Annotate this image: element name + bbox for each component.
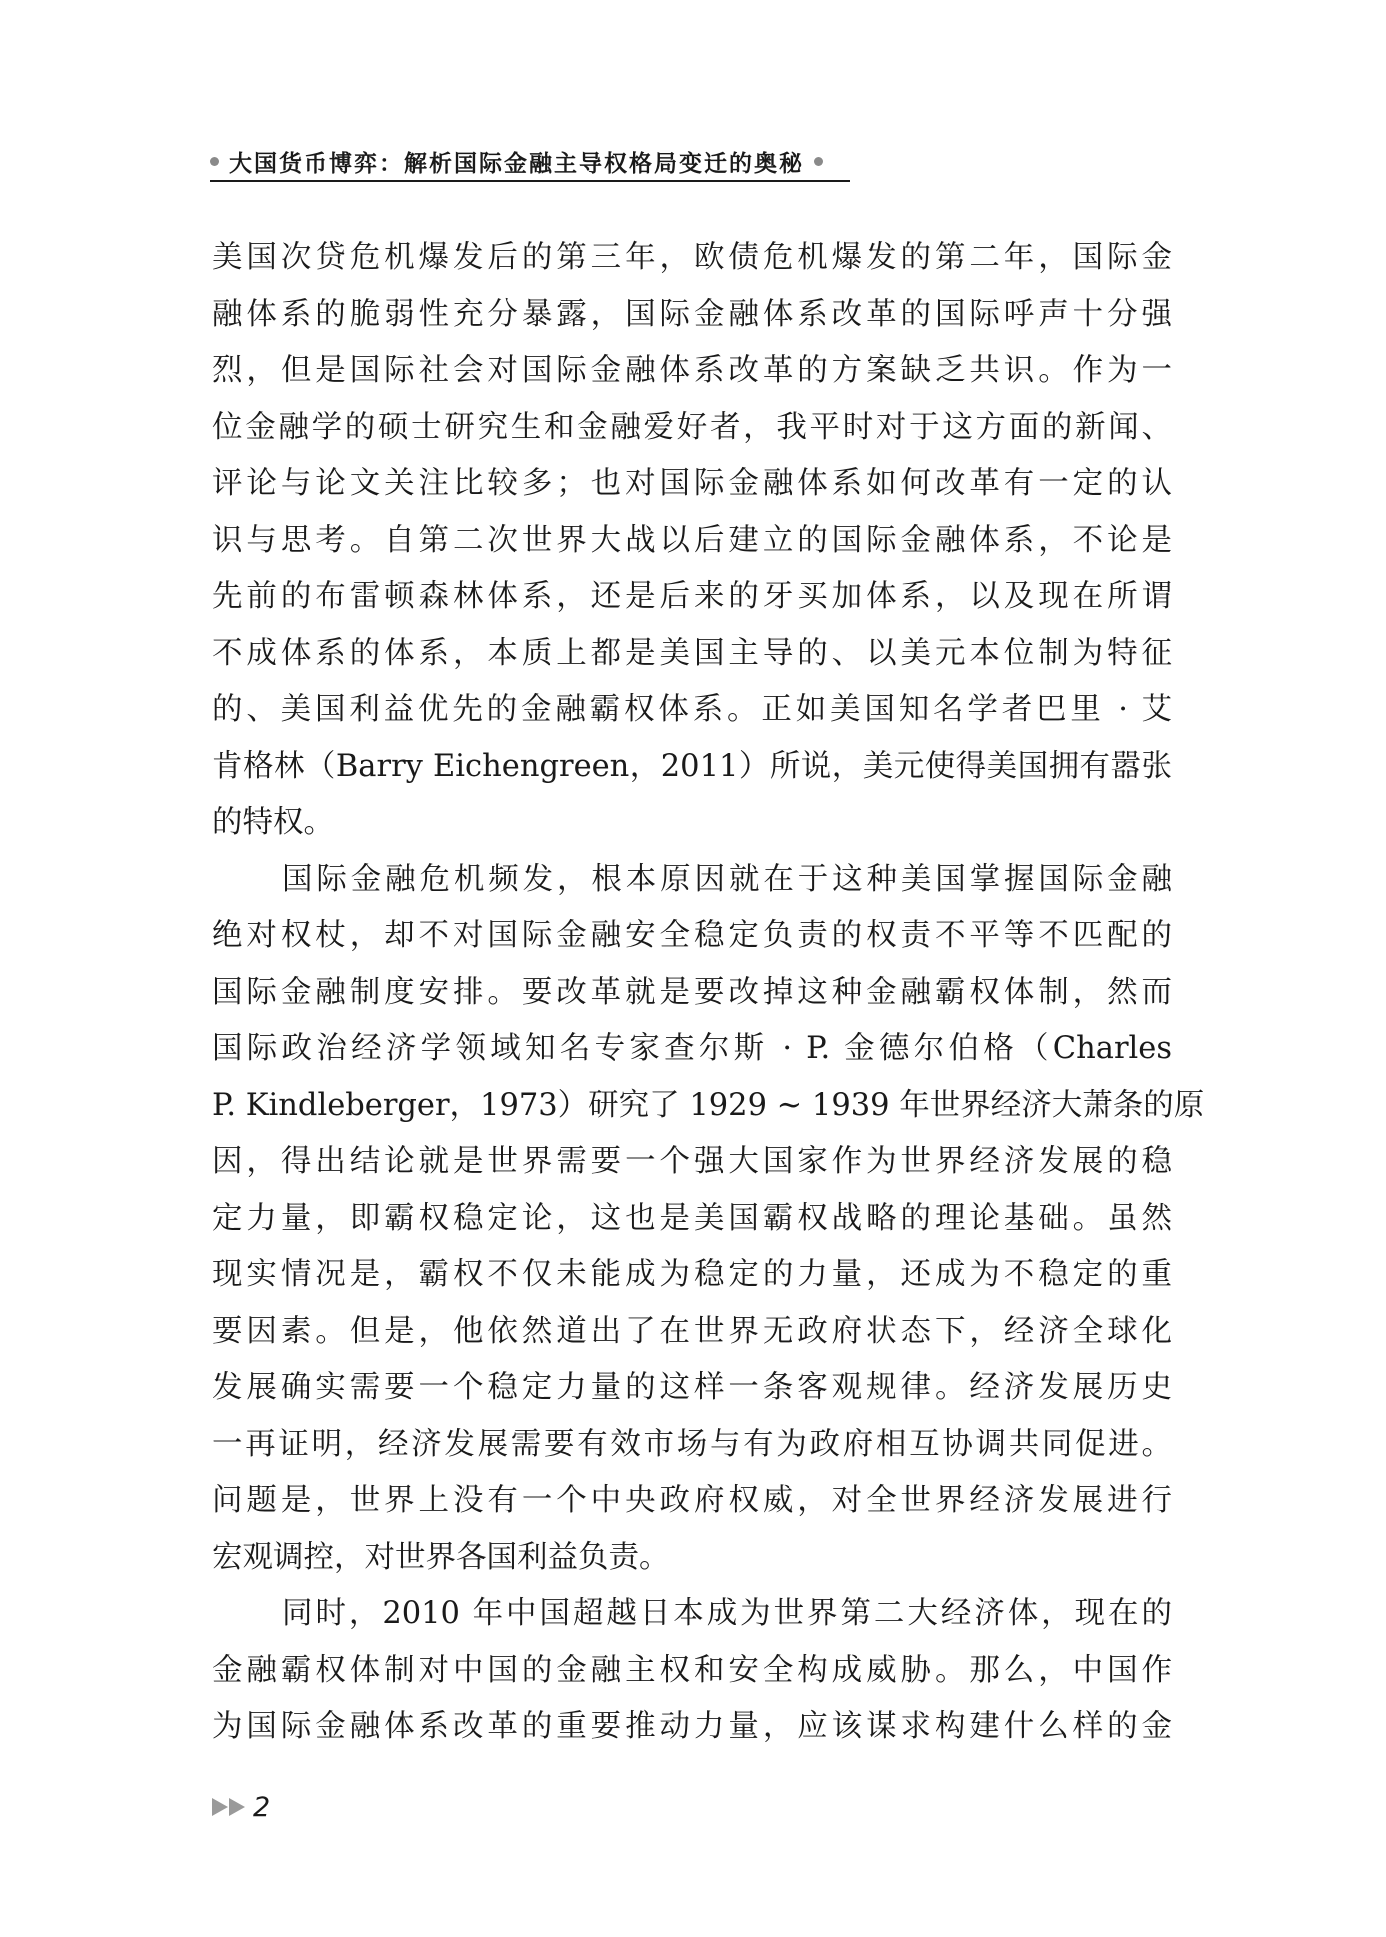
- text-line: 的、美国利益优先的金融霸权体系。正如美国知名学者巴里 · 艾: [212, 692, 1172, 727]
- text-line: 烈，但是国际社会对国际金融体系改革的方案缺乏共识。作为一: [212, 353, 1172, 388]
- text-line: 因，得出结论就是世界需要一个强大国家作为世界经济发展的稳: [212, 1144, 1172, 1179]
- text-line: 国际金融危机频发，根本原因就在于这种美国掌握国际金融: [282, 861, 1172, 897]
- page-footer: [212, 1790, 270, 1824]
- text-line: 现实情况是，霸权不仅未能成为稳定的力量，还成为不稳定的重: [212, 1257, 1172, 1292]
- text-line: 问题是，世界上没有一个中央政府权威，对全世界经济发展进行: [212, 1483, 1172, 1518]
- text-line: 为国际金融体系改革的重要推动力量，应该谋求构建什么样的金: [212, 1709, 1172, 1744]
- body-text: [212, 230, 1205, 1756]
- text-line: 绝对权杖，却不对国际金融安全稳定负责的权责不平等不匹配的: [212, 918, 1172, 953]
- text-line: 先前的布雷顿森林体系，还是后来的牙买加体系，以及现在所谓: [212, 579, 1172, 614]
- text-line: 国际金融制度安排。要改革就是要改掉这种金融霸权体制，然而: [212, 974, 1172, 1010]
- text-line: 肯格林（Barry Eichengreen，2011）所说，美元使得美国拥有嚣张: [212, 748, 1172, 784]
- book-title: 大国货币博弈：解析国际金融主导权格局变迁的奥秘: [229, 149, 804, 177]
- text-line: 定力量，即霸权稳定论，这也是美国霸权战略的理论基础。虽然: [212, 1200, 1172, 1236]
- header-divider: [210, 180, 850, 182]
- text-line: 不成体系的体系，本质上都是美国主导的、以美元本位制为特征: [212, 635, 1172, 671]
- running-header: [210, 144, 850, 178]
- text-line: P. Kindleberger，1973）研究了 1929 ~ 1939 年世界经济大萧条的原: [212, 1087, 1205, 1123]
- text-line: 一再证明，经济发展需要有效市场与有为政府相互协调共同促进。: [212, 1426, 1172, 1462]
- text-line: 美国次贷危机爆发后的第三年，欧债危机爆发的第二年，国际金: [212, 240, 1172, 275]
- text-line: 位金融学的硕士研究生和金融爱好者，我平时对于这方面的新闻、: [212, 409, 1172, 445]
- text-line: 发展确实需要一个稳定力量的这样一条客观规律。经济发展历史: [212, 1370, 1172, 1405]
- text-line: 的特权。: [212, 805, 334, 840]
- text-line: 融体系的脆弱性充分暴露，国际金融体系改革的国际呼声十分强: [212, 296, 1172, 332]
- text-line: 同时，2010 年中国超越日本成为世界第二大经济体，现在的: [282, 1596, 1172, 1631]
- text-line: 识与思考。自第二次世界大战以后建立的国际金融体系，不论是: [212, 522, 1172, 558]
- text-line: 宏观调控，对世界各国利益负责。: [212, 1539, 670, 1575]
- page-number: 2: [253, 1791, 271, 1823]
- bullet-dot-icon: [210, 157, 219, 166]
- text-line: 要因素。但是，他依然道出了在世界无政府状态下，经济全球化: [212, 1313, 1172, 1349]
- text-line: 金融霸权体制对中国的金融主权和安全构成威胁。那么，中国作: [212, 1652, 1172, 1688]
- text-line: 国际政治经济学领域知名专家查尔斯 · P. 金德尔伯格（Charles: [212, 1031, 1172, 1066]
- text-line: 评论与论文关注比较多；也对国际金融体系如何改革有一定的认: [212, 466, 1172, 501]
- double-arrow-icon: [212, 1798, 245, 1816]
- bullet-dot-icon: [814, 157, 823, 166]
